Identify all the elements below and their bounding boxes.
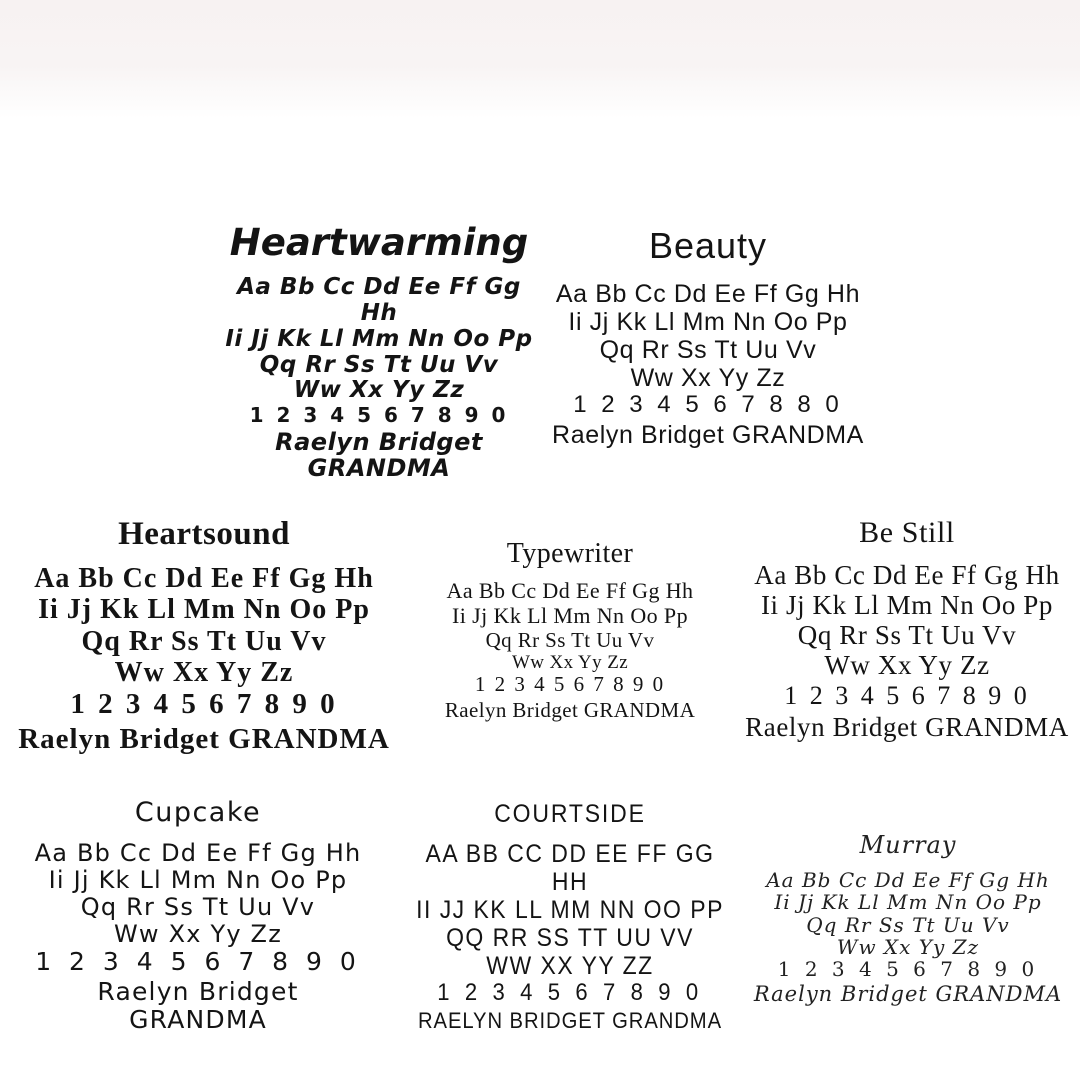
alphabet-row: Ww Xx Yy Zz [630, 364, 786, 393]
alphabet-row: Aa Bb Cc Dd Ee Ff Gg Hh [34, 839, 362, 868]
alphabet-row: Ii Jj Kk Ll Mm Nn Oo Pp [774, 890, 1042, 915]
font-name-heartsound: Heartsound [118, 516, 290, 552]
alphabet-row: Ii Jj Kk Ll Mm Nn Oo Pp [568, 308, 848, 337]
alphabet-row: Qq Rr Ss Tt Uu Vv [599, 336, 817, 365]
font-sample-courtside [414, 800, 727, 1034]
font-sample-beauty [548, 226, 868, 449]
font-sample-cupcake [24, 798, 372, 1034]
alphabet-row: Ii Jj Kk Ll Mm Nn Oo Pp [225, 325, 533, 352]
font-name-cupcake: Cupcake [134, 797, 262, 828]
alphabet-row: Qq Rr Ss Tt Uu Vv [806, 912, 1010, 937]
sample-names-row: Raelyn Bridget GRANDMA [275, 427, 483, 483]
alphabet-row: Ww Xx Yy Zz [511, 652, 629, 674]
font-name-beauty: Beauty [648, 225, 768, 266]
alphabet-row: Ww Xx Yy Zz [114, 657, 294, 689]
sample-names-row: RAELYN BRIDGET GRANDMA [417, 1007, 723, 1033]
alphabet-row: Ww Xx Yy Zz [824, 650, 990, 681]
sample-names-row: Raelyn Bridget GRANDMA [745, 711, 1069, 742]
alphabet-row: Aa Bb Cc Dd Ee Ff Gg Hh [237, 274, 521, 327]
font-sample-heartsound [14, 516, 394, 755]
sample-names-row: Raelyn Bridget GRANDMA [18, 722, 390, 755]
font-name-murray: Murray [859, 831, 957, 859]
numerals-row: 1 2 3 4 5 6 7 8 8 0 [573, 391, 843, 419]
numerals-row: 1 2 3 4 5 6 7 8 9 0 [474, 672, 666, 697]
alphabet-row: Aa Bb Cc Dd Ee Ff Gg Hh [766, 867, 1050, 892]
numerals-row: 1 2 3 4 5 6 7 8 9 0 [70, 688, 338, 721]
font-sample-murray [736, 832, 1080, 1006]
sample-names-row: Raelyn Bridget GRANDMA [552, 421, 864, 450]
numerals-row: 1 2 3 4 5 6 7 8 9 0 [35, 946, 361, 976]
font-name-courtside: COURTSIDE [494, 800, 646, 828]
font-name-be-still: Be Still [859, 516, 955, 549]
font-name-heartwarming: Heartwarming [229, 221, 529, 264]
font-sample-be-still [738, 516, 1076, 742]
alphabet-row: Aa Bb Cc Dd Ee Ff Gg Hh [446, 578, 694, 604]
alphabet-row: AA BB CC DD EE FF GG HH [425, 840, 715, 896]
alphabet-row: Qq Rr Ss Tt Uu Vv [797, 620, 1017, 651]
alphabet-row: Qq Rr Ss Tt Uu Vv [81, 625, 327, 657]
alphabet-row: Aa Bb Cc Dd Ee Ff Gg Hh [555, 280, 861, 309]
sample-names-row: Raelyn Bridget GRANDMA [753, 981, 1063, 1006]
font-sample-heartwarming [224, 222, 534, 482]
font-sample-typewriter [400, 538, 740, 722]
sample-names-row: Raelyn Bridget GRANDMA [444, 697, 696, 722]
numerals-row: 1 2 3 4 5 6 7 8 9 0 [784, 680, 1030, 710]
sample-names-row: Raelyn Bridget GRANDMA [97, 976, 299, 1034]
alphabet-row: Ii Jj Kk Ll Mm Nn Oo Pp [452, 602, 688, 628]
numerals-row: 1 2 3 4 5 6 7 8 9 0 [437, 979, 703, 1006]
numerals-row: 1 2 3 4 5 6 7 8 9 0 [249, 403, 509, 428]
alphabet-row: Ww Xx Yy Zz [836, 935, 980, 960]
alphabet-row: Qq Rr Ss Tt Uu Vv [259, 351, 499, 378]
alphabet-row: Ii Jj Kk Ll Mm Nn Oo Pp [38, 594, 370, 626]
numerals-row: 1 2 3 4 5 6 7 8 9 0 [777, 957, 1039, 982]
alphabet-row: Ii Jj Kk Ll Mm Nn Oo Pp [760, 589, 1054, 620]
alphabet-row: Aa Bb Cc Dd Ee Ff Gg Hh [754, 559, 1060, 590]
font-name-typewriter: Typewriter [506, 538, 634, 569]
alphabet-row: QQ RR SS TT UU VV [446, 924, 694, 952]
alphabet-row: WW XX YY ZZ [486, 952, 654, 980]
alphabet-row: Ii Jj Kk Ll Mm Nn Oo Pp [48, 866, 348, 895]
alphabet-row: Ww Xx Yy Zz [293, 377, 465, 404]
alphabet-row: II JJ KK LL MM NN OO PP [416, 896, 724, 924]
alphabet-row: Qq Rr Ss Tt Uu Vv [485, 627, 655, 652]
alphabet-row: Aa Bb Cc Dd Ee Ff Gg Hh [34, 562, 374, 594]
alphabet-row: Qq Rr Ss Tt Uu Vv [80, 892, 316, 921]
alphabet-row: Ww Xx Yy Zz [114, 919, 282, 948]
